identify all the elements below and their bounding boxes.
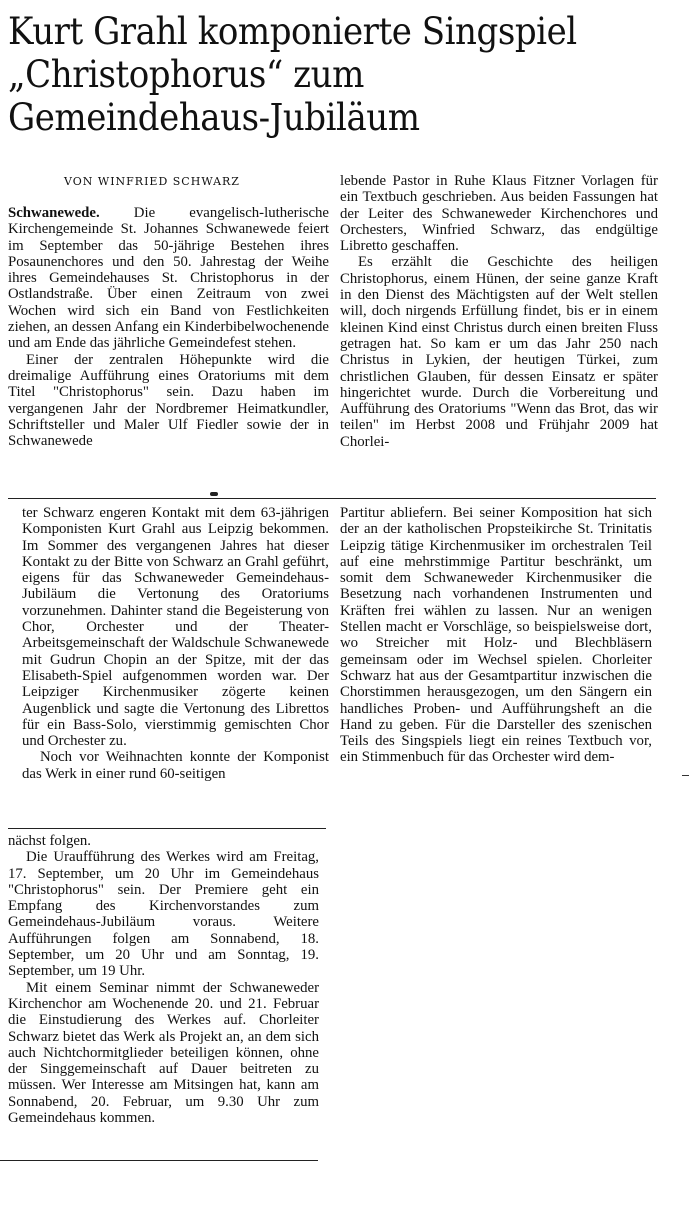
column-2	[340, 173, 658, 450]
headline-line-1: Kurt Grahl komponierte Singspiel	[8, 10, 577, 53]
article-end-rule	[0, 1160, 318, 1161]
print-mark	[682, 775, 689, 776]
paragraph: ter Schwarz engeren Kontakt mit dem 63-jährigen Komponisten Kurt Grahl aus Leipzig bekommen. Im Sommer des vergangenen Jahres hat dieser Kontakt zu der Bitte von Schwarz an Grahl geführt, eigens für das Schwaneweder Gemeindehaus-Jubiläum die Vertonung des Oratoriums vorzunehmen. Dahinter stand die Begeisterung von Chor, Orchester und der Theater-Arbeitsgemeinschaft der Waldschule Schwanewede mit Gudrun Chopin an der Spitze, mit der das Elisabeth-Spiel aufgenommen worden war. Der Leipziger Kirchenmusiker zögerte keinen Augenblick und sagte die Vertonung des Librettos für ein Bass-Solo, vierstimmig gemischten Chor und Orchester zu.	[22, 505, 329, 750]
column-1	[8, 205, 329, 449]
headline-line-3: Gemeindehaus-Jubiläum	[8, 96, 420, 139]
column-3	[22, 505, 329, 782]
column-5	[8, 833, 319, 1126]
paragraph: Die Uraufführung des Werkes wird am Freitag, 17. September, um 20 Uhr im Gemeindehaus "Christophorus" sein. Der Premiere geht ein Empfang des Kirchenvorstandes zum Gemeindehaus-Jubiläum voraus. Weitere Aufführungen folgen am Sonnabend, 18. September, um 20 Uhr und am Sonntag, 19. September, um 19 Uhr.	[8, 849, 319, 980]
headline-line-2: „Christophorus“ zum	[8, 53, 364, 96]
paragraph: Partitur abliefern. Bei seiner Komposition hat sich der an der katholischen Propsteikirche St. Trinitatis Leipzig tätige Kirchenmusiker im orchestralen Teil auf eine mehrstimmige Partitur beschränkt, um somit dem Schwaneweder Kirchenmusiker die Besetzung nach vorhandenen Instrumenten und Kräften frei wählen zu lassen. Nur an wenigen Stellen macht er Vorschläge, so beispielsweise dort, wo Streicher mit Holz- und Blechbläsern gemeinsam oder im Wechsel spielen. Chorleiter Schwarz hat aus der Gesamtpartitur inzwischen die Chorstimmen herausgezogen, um den Sängern ein handliches Proben- und Aufführungsheft an die Hand zu geben. Für die Darsteller des szenischen Teils des Singspiels liegt ein reines Textbuch vor, ein Stimmenbuch für das Orchester wird dem-	[340, 505, 652, 766]
paragraph: Mit einem Seminar nimmt der Schwaneweder Kirchenchor am Wochenende 20. und 21. Februar die Einstudierung des Werkes auf. Chorleiter Schwarz bietet das Werk als Projekt an, an dem sich auch Nichtchormitglieder beteiligen können, ohne der Singgemeinschaft auf Dauer beitreten zu müssen. Wer Interesse am Mitsingen hat, kann am Sonnabend, 20. Februar, um 9.30 Uhr zum Gemeindehaus kommen.	[8, 979, 319, 1127]
column-divider-rule	[8, 498, 656, 499]
paragraph-text: Die evangelisch-lutherische Kirchengemeinde St. Johannes Schwanewede feiert im September das 50-jährige Bestehen ihres Posaunenchores und den 50. Jahrestag der Weihe ihres Gemeindehauses St. Christophorus in der Ostlandstraße. Über einen Zeitraum von zwei Wochen wird sich ein Band von Festlichkeiten ziehen, an dessen Anfang ein Kinderbibelwochenende und am Ende das jährliche Gemeindefest stehen.	[8, 205, 329, 352]
paragraph: Es erzählt die Geschichte des heiligen Christophorus, einem Hünen, der seine ganze Kraft in den Dienst des Mächtigsten auf der Welt stellen will, doch nirgends Erfüllung findet, bis er in einem kleinen Kind einst Christus durch einen breiten Fluss getragen hat. So kam er um das Jahr 250 nach Christus in Lykien, der heutigen Türkei, zum christlichen Glauben, für dessen Einsatz er später hingerichtet wurde. Durch die Vorbereitung und Aufführung des Oratoriums "Wenn das Brot, das wir teilen" im Herbst 2008 und Frühjahr 2009 hat Chorlei-	[340, 254, 658, 450]
paragraph: Noch vor Weihnachten konnte der Komponist das Werk in einer rund 60-seitigen	[22, 749, 329, 782]
paragraph	[8, 205, 329, 352]
paragraph: nächst folgen.	[8, 833, 92, 849]
column-4	[340, 505, 652, 766]
headline	[8, 10, 643, 139]
print-mark	[210, 492, 218, 496]
dateline: Schwanewede.	[8, 205, 100, 221]
paragraph: Einer der zentralen Höhepunkte wird die dreimalige Aufführung eines Oratoriums mit dem Titel "Christophorus" sein. Dazu haben im vergangenen Jahr der Nordbremer Heimatkundler, Schriftsteller und Maler Ulf Fiedler sowie der in Schwanewede	[8, 351, 329, 450]
byline: VON WINFRIED SCHWARZ	[64, 175, 240, 188]
column-divider-rule	[8, 828, 326, 829]
paragraph: lebende Pastor in Ruhe Klaus Fitzner Vorlagen für ein Textbuch geschrieben. Aus beiden Fassungen hat der Leiter des Schwaneweder Kirchenchores und Orchesters, Winfried Schwarz, das endgültige Libretto geschaffen.	[340, 173, 658, 255]
